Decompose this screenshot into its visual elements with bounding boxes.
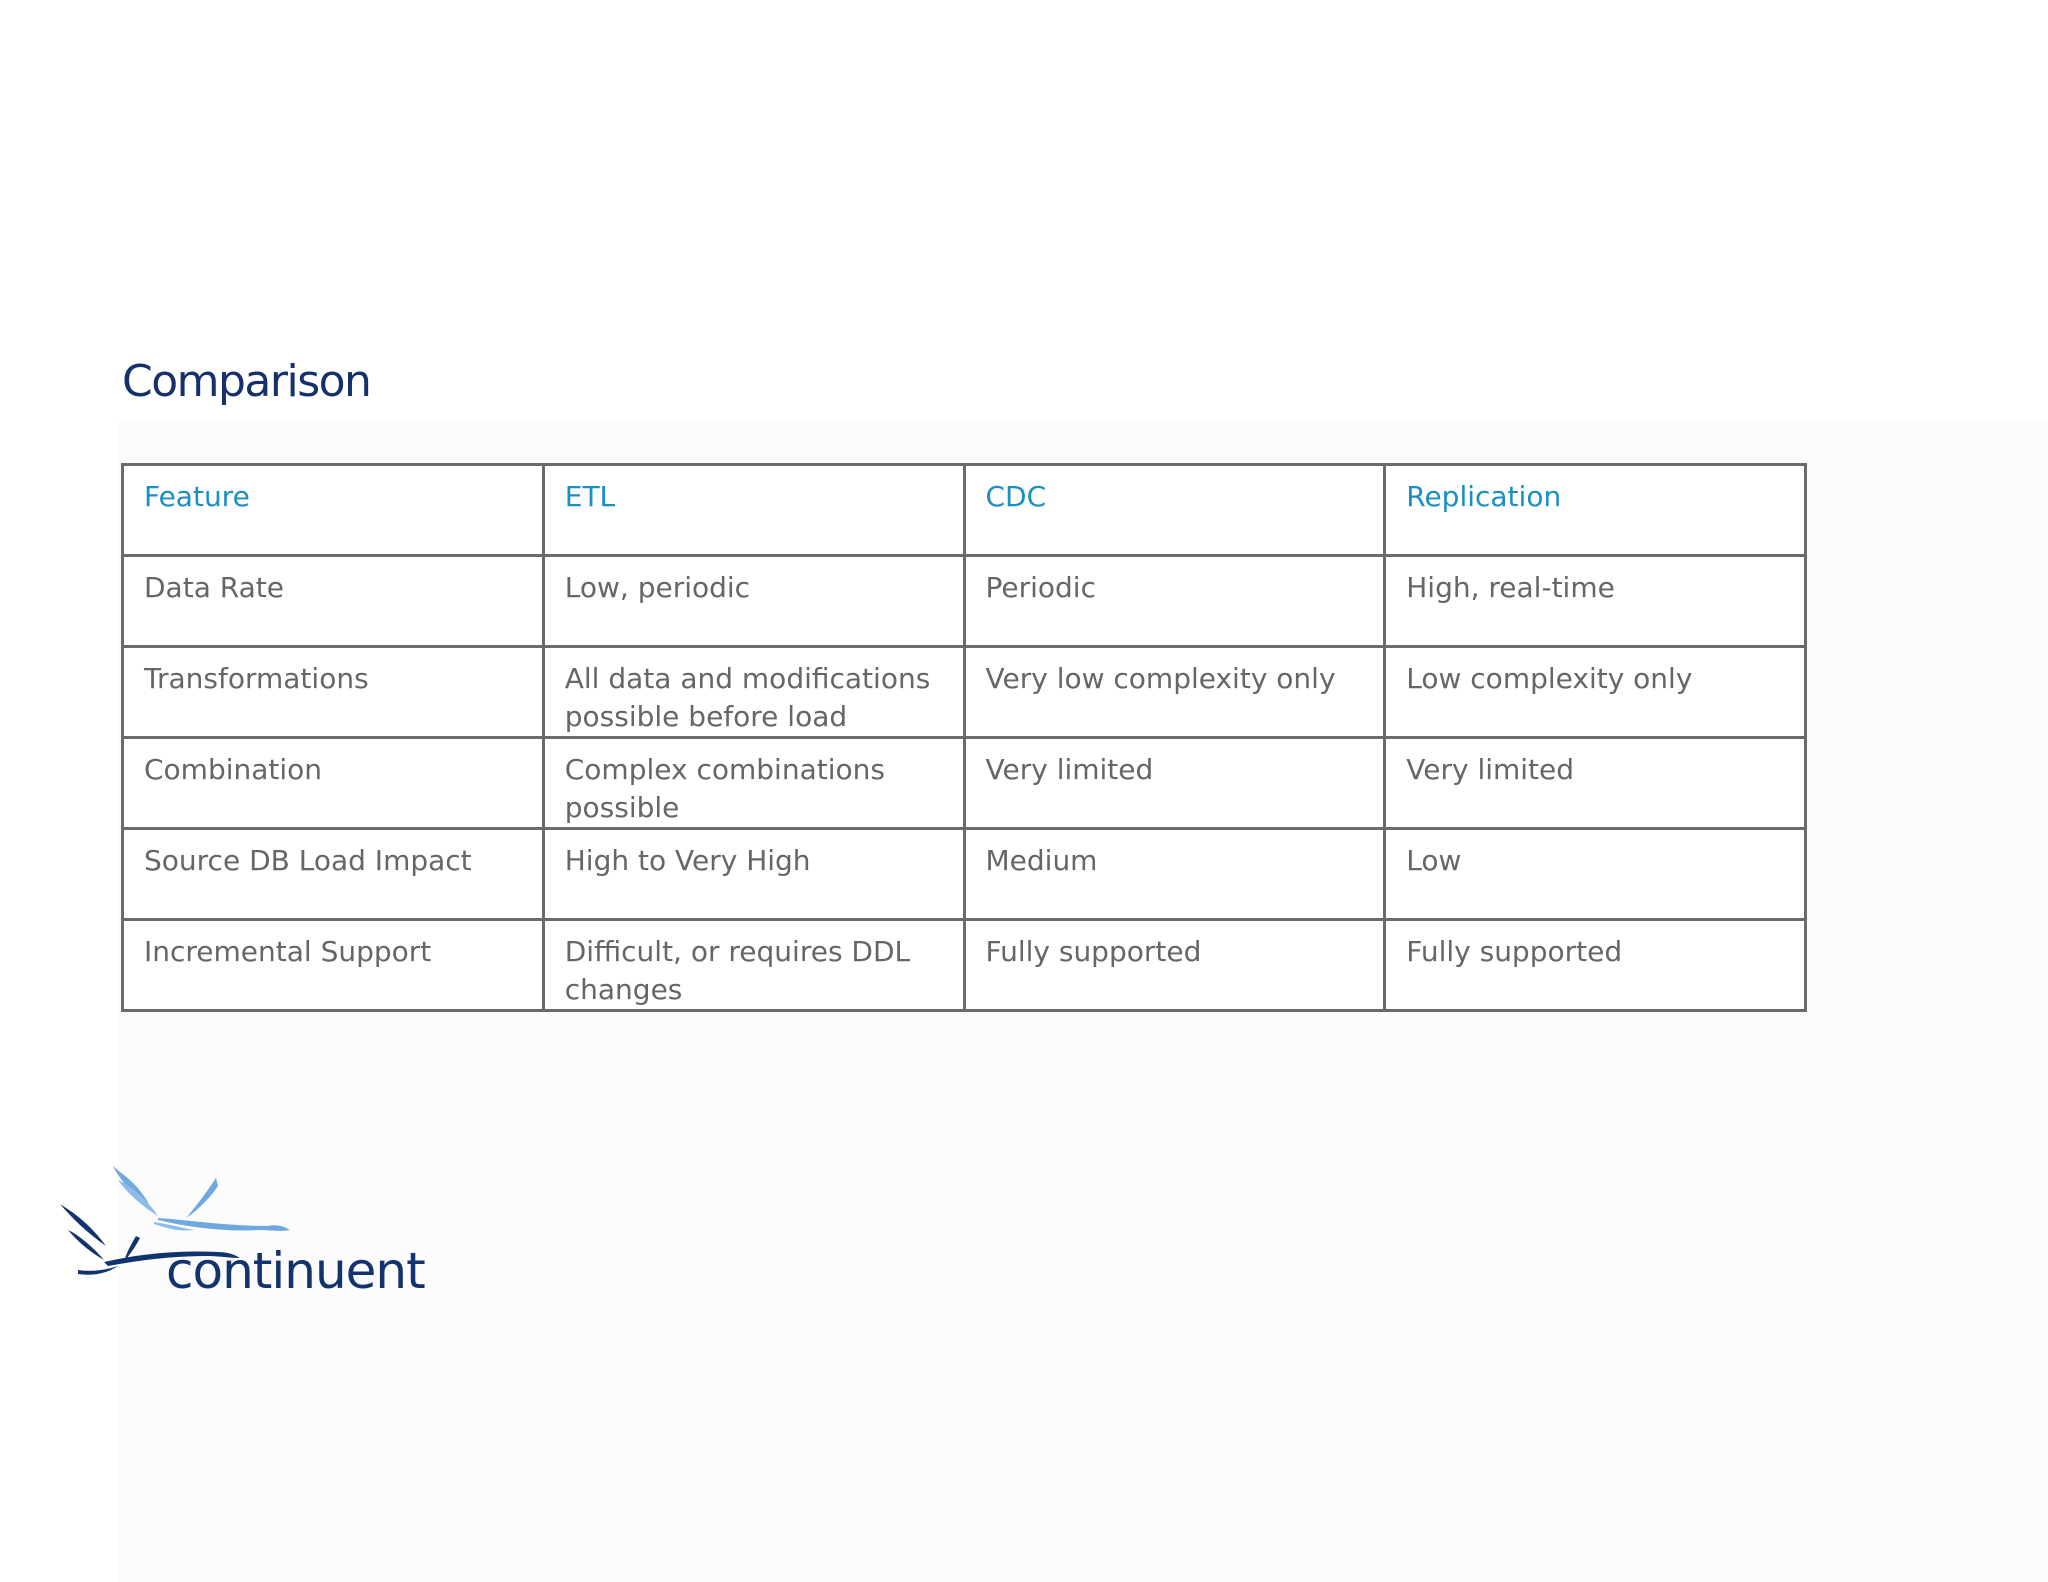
table-cell: Combination [123,738,544,829]
header-feature: Feature [123,465,544,556]
slide-title: Comparison [122,356,371,407]
table-cell: High to Very High [543,829,964,920]
table-row [123,829,1806,920]
header-cdc: CDC [964,465,1385,556]
header-replication: Replication [1385,465,1806,556]
table-cell: Very limited [964,738,1385,829]
table-cell: Fully supported [1385,920,1806,1011]
table-cell: Low complexity only [1385,647,1806,738]
table-cell: All data and modifications possible before load [543,647,964,738]
table-row [123,556,1806,647]
table-cell: Complex combinations possible [543,738,964,829]
table-row [123,647,1806,738]
table-cell: Fully supported [964,920,1385,1011]
table-cell: Incremental Support [123,920,544,1011]
logo-wordmark: continuent [166,1242,425,1300]
table-cell: Low [1385,829,1806,920]
header-etl: ETL [543,465,964,556]
table-header-row [123,465,1806,556]
table-cell: Transformations [123,647,544,738]
table-row [123,920,1806,1011]
table-cell: Difficult, or requires DDL changes [543,920,964,1011]
comparison-table [121,463,1807,1012]
table-cell: Very low complexity only [964,647,1385,738]
table-cell: Periodic [964,556,1385,647]
table-cell: Data Rate [123,556,544,647]
continuent-logo [58,1158,438,1318]
table-cell: Medium [964,829,1385,920]
table-row [123,738,1806,829]
table-cell: High, real-time [1385,556,1806,647]
table-cell: Very limited [1385,738,1806,829]
table-cell: Source DB Load Impact [123,829,544,920]
table-cell: Low, periodic [543,556,964,647]
